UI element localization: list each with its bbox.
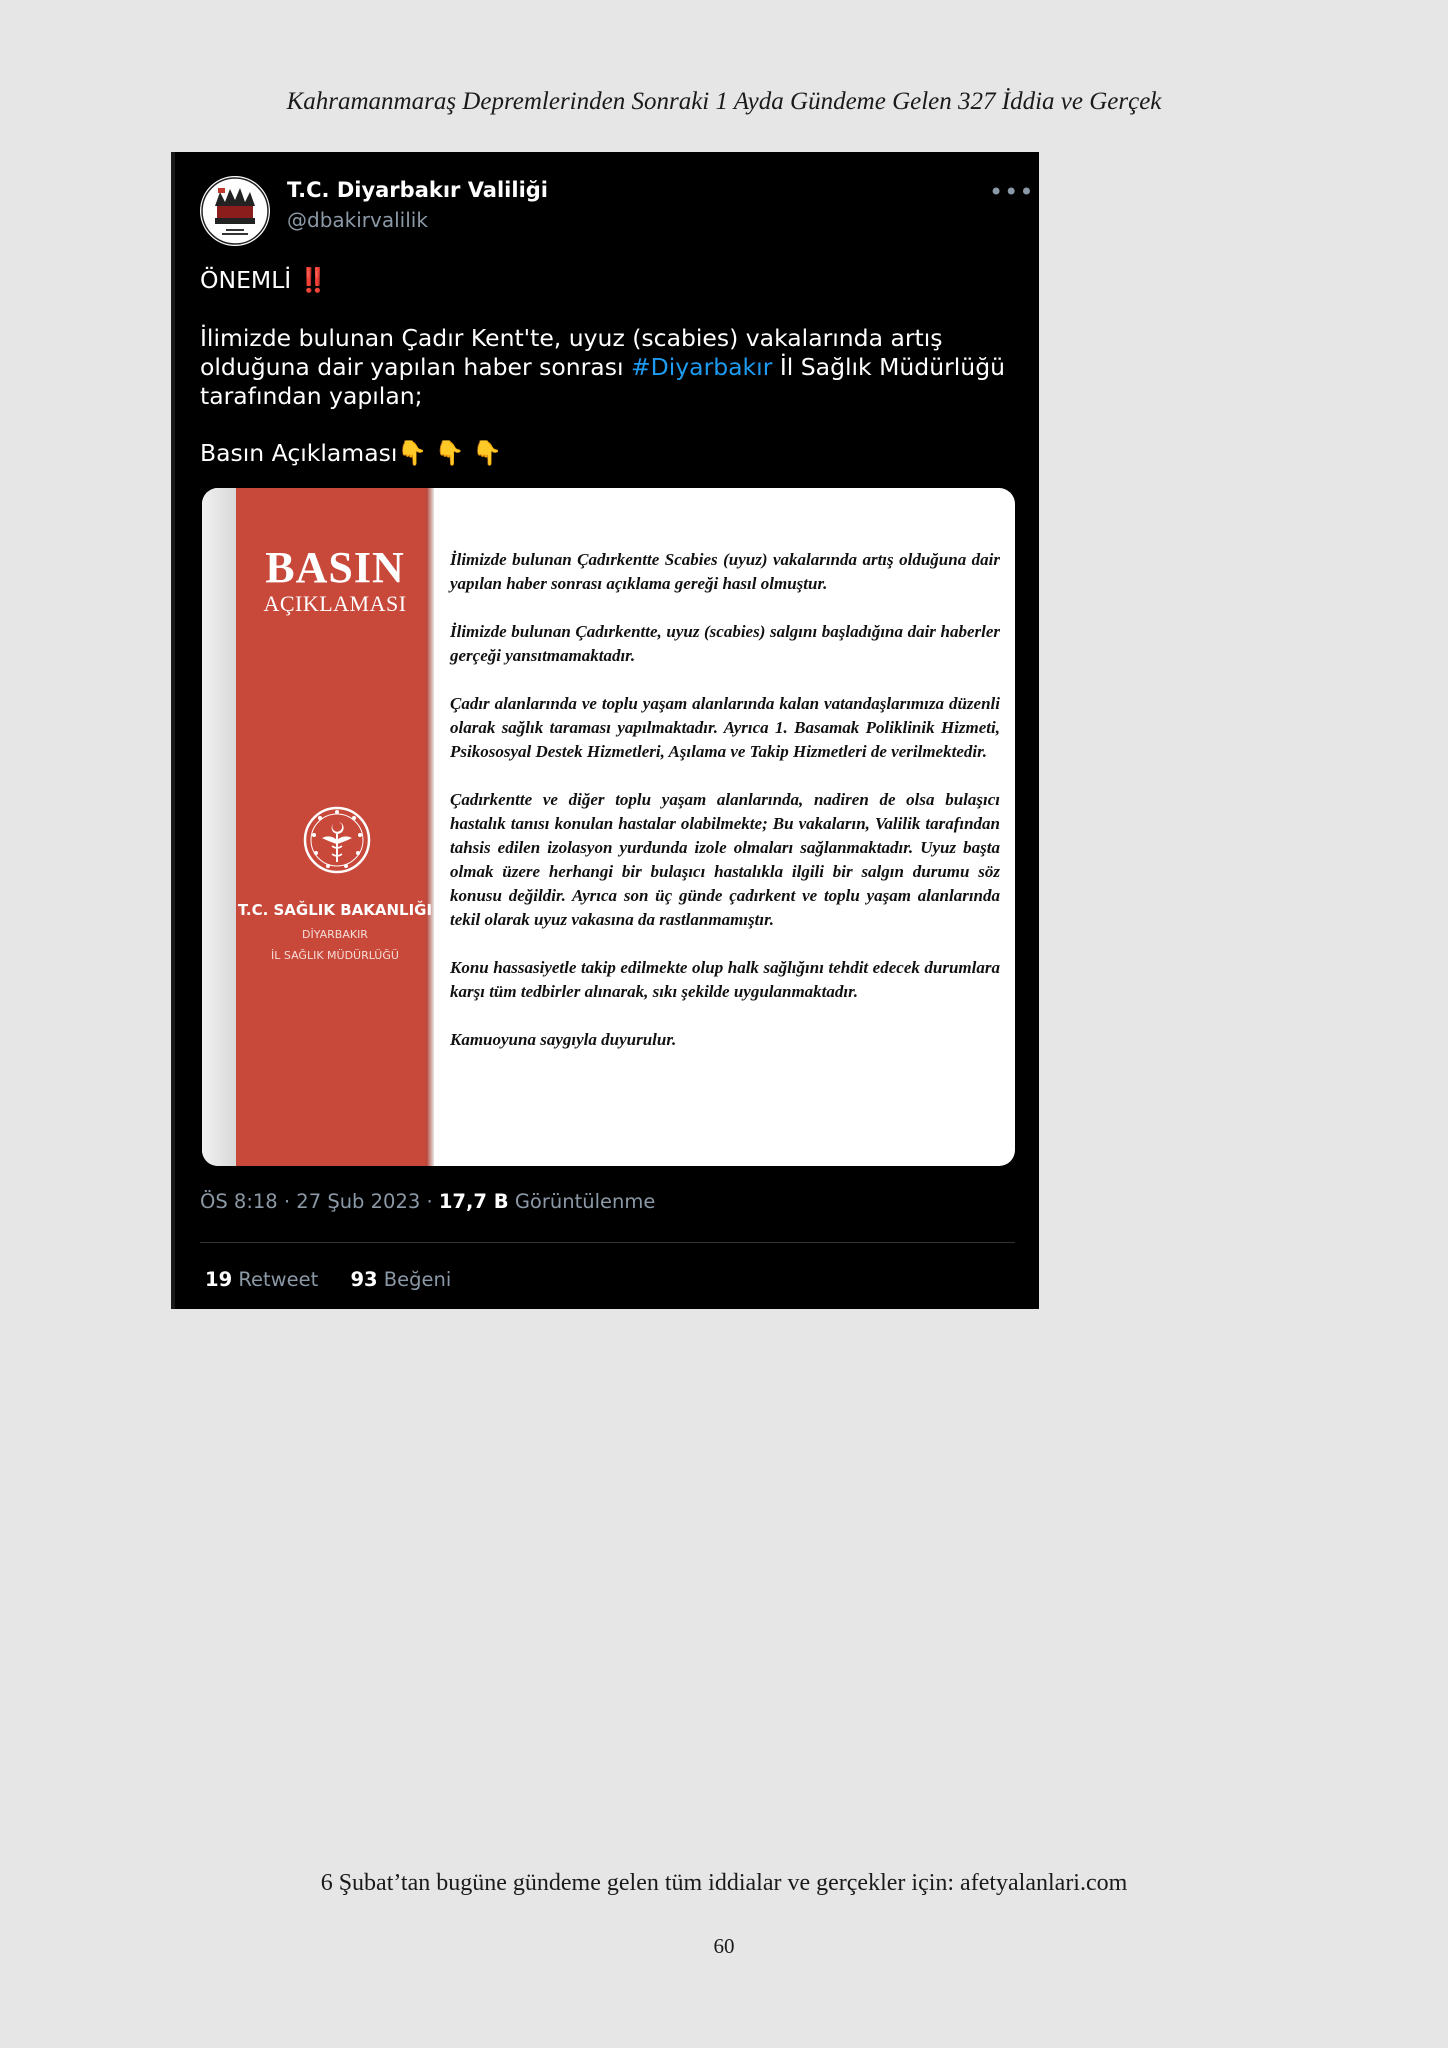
press-line xyxy=(200,439,502,468)
pointing-down-icon: 👇 👇 👇 xyxy=(397,439,503,467)
avatar[interactable] xyxy=(200,176,270,246)
views-label: Görüntülenme xyxy=(508,1190,656,1213)
image-shadow-strip xyxy=(202,488,236,1166)
tweet-body-start: İlimizde bulunan Çadır Kent'te, uyuz (scabies) vakalarında artış olduğuna dair yapılan haber sonrası xyxy=(200,324,943,381)
page-number: 60 xyxy=(713,1934,735,1958)
important-label: ÖNEMLİ xyxy=(200,266,292,294)
ministry-name: T.C. SAĞLIK BAKANLIĞI xyxy=(237,901,433,919)
double-exclamation-icon: ‼️ xyxy=(298,266,328,294)
tweet-stats xyxy=(205,1268,477,1291)
press-release-image[interactable] xyxy=(202,488,1015,1166)
important-line xyxy=(200,266,328,295)
timestamp[interactable]: ÖS 8:18 · 27 Şub 2023 · xyxy=(200,1190,439,1213)
likes-count: 93 xyxy=(350,1268,378,1291)
hashtag-link[interactable]: #Diyarbakır xyxy=(630,353,773,381)
account-name[interactable]: T.C. Diyarbakır Valiliği xyxy=(287,178,548,202)
tweet-body-end: İl Sağlık Müdürlüğü tarafından yapılan; xyxy=(200,353,1006,410)
press-release-text xyxy=(450,548,1000,1076)
views-count: 17,7 B xyxy=(438,1190,509,1213)
statement-paragraph: Kamuoyuna saygıyla duyurulur. xyxy=(450,1030,677,1049)
tweet-meta xyxy=(200,1190,655,1213)
more-horizontal-icon[interactable]: ••• xyxy=(989,178,1035,206)
divider xyxy=(200,1242,1015,1243)
statement-paragraph: İlimizde bulunan Çadırkentte Scabies (uyuz) vakalarında artış olduğuna dair yapılan haber sonrası açıklama gereği hasıl olmuştur. xyxy=(450,550,1000,593)
statement-paragraph: İlimizde bulunan Çadırkentte, uyuz (scabies) salgını başladığına dair haberler gerçeği yansıtmamaktadır. xyxy=(450,622,1000,665)
running-header: Kahramanmaraş Depremlerinden Sonraki 1 Ayda Gündeme Gelen 327 İddia ve Gerçek xyxy=(286,88,1162,115)
tweet-screenshot xyxy=(171,152,1039,1309)
footer-line: 6 Şubat’tan bugüne gündeme gelen tüm iddialar ve gerçekler için: afetyalanlari.com xyxy=(320,1870,1128,1896)
ministry-department: İL SAĞLIK MÜDÜRLÜĞÜ xyxy=(271,949,399,962)
statement-paragraph: Konu hassasiyetle takip edilmekte olup halk sağlığını tehdit edecek durumlara karşı tüm tedbirler alınarak, sıkı şekilde uygulanmaktadır. xyxy=(450,958,1000,1001)
ministry-emblem-icon xyxy=(302,790,372,890)
ministry-city: DİYARBAKIR xyxy=(302,928,368,941)
press-release-band xyxy=(236,488,434,1166)
likes-label: Beğeni xyxy=(377,1268,452,1291)
account-handle[interactable]: @dbakirvalilik xyxy=(287,208,428,232)
tweet-left-edge xyxy=(171,152,175,1309)
statement-paragraph: Çadırkentte ve diğer toplu yaşam alanlarında, nadiren de olsa bulaşıcı hastalık tanısı konulan hastalar olabilmekte; Bu vakaların, Valilik tarafından tahsis edilen izolasyon yurdunda izole olmaları sağlanmaktadır. Uyuz başta olmak üzere herhangi bir bulaşıcı hastalıkla ilgili bir salgın durumu söz konusu değildir. Ayrıca son üç günde çadırkent ve toplu yaşam alanlarında tekil olarak uyuz vakasına da rastlanmamıştır. xyxy=(450,790,1000,929)
statement-paragraph: Çadır alanlarında ve toplu yaşam alanlarında kalan vatandaşlarımıza düzenli olarak sağlık taraması yapılmaktadır. Ayrıca 1. Basamak Poliklinik Hizmeti, Psikososyal Destek Hizmetleri, Aşılama ve Takip Hizmetleri de verilmektedir. xyxy=(450,694,1000,761)
likes-stat[interactable] xyxy=(350,1268,451,1291)
retweets-label: Retweet xyxy=(232,1268,319,1291)
retweets-count: 19 xyxy=(205,1268,233,1291)
press-release-subtitle: AÇIKLAMASI xyxy=(263,591,407,616)
press-line-text: Basın Açıklaması xyxy=(200,439,398,467)
retweets-stat[interactable] xyxy=(205,1268,318,1291)
press-release-title: BASIN xyxy=(265,543,405,592)
tweet-body xyxy=(200,324,1020,411)
valilik-logo-icon xyxy=(200,176,270,246)
